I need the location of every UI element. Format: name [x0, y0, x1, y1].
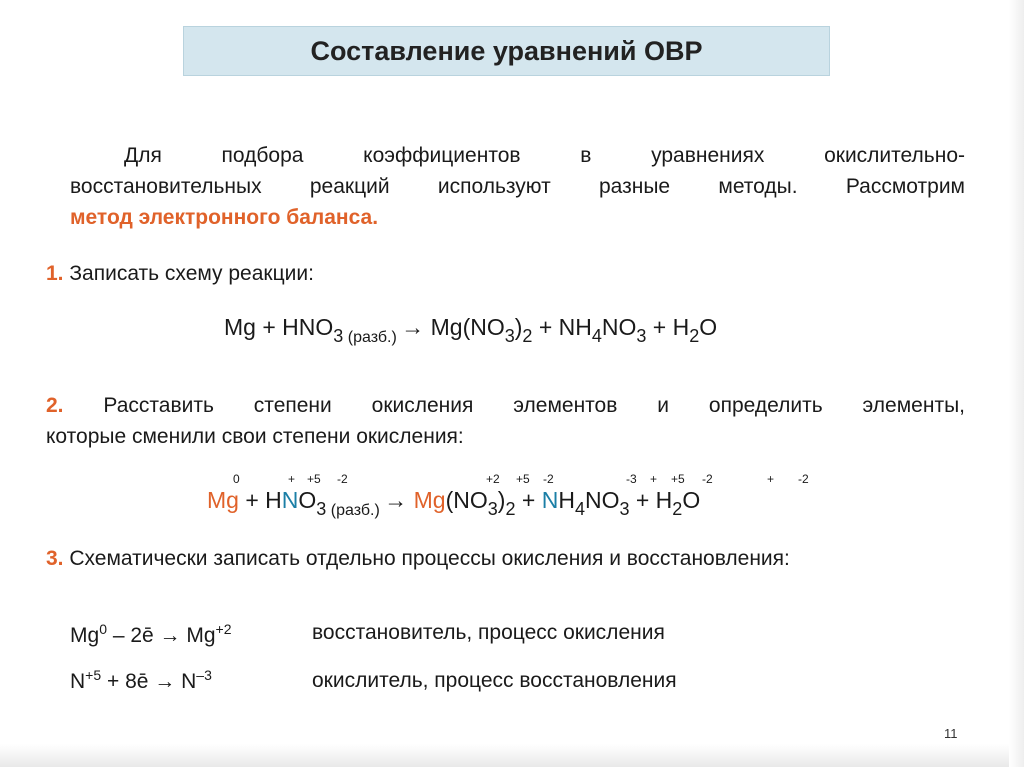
p1-mid: – 2ē → Mg [106, 624, 216, 647]
step-3-text: Схематически записать отдельно процессы окисления и восстановления: [63, 547, 790, 570]
eq1-arrow: → [401, 314, 425, 340]
reduction-description: окислитель, процесс восстановления [312, 669, 677, 692]
eq1-lhs: Mg + HNO [224, 314, 334, 340]
eq2-sub3c: 3 [619, 499, 630, 519]
step-1-number: 1. [46, 262, 64, 285]
ox-n-plus5: +5 [307, 472, 321, 486]
reaction-with-oxidation-states [207, 487, 700, 520]
oxidation-description: восстановитель, процесс окисления [312, 621, 665, 644]
eq1-close: ) [514, 314, 523, 340]
ox-n-plus5-b: +5 [516, 472, 530, 486]
eq2-mg2: Mg [407, 487, 446, 513]
step-3 [46, 543, 790, 574]
step-1 [46, 258, 314, 289]
slide-shadow-bottom [0, 744, 1024, 767]
eq2-sub3b: 3 [487, 499, 498, 519]
step-1-text: Записать схему реакции: [63, 262, 314, 285]
eq2-n2: N [541, 487, 559, 513]
ox-n-plus5-c: +5 [671, 472, 685, 486]
eq1-sub3: 3 [333, 326, 344, 346]
ox-o-minus2-b: -2 [543, 472, 554, 486]
oxidation-process [70, 621, 232, 648]
eq2-sub4: 4 [574, 499, 585, 519]
step-3-number: 3. [46, 547, 64, 570]
step-2 [46, 390, 965, 452]
eq2-close: ) [497, 487, 506, 513]
eq2-h3: + H [629, 487, 673, 513]
eq2-h: + H [238, 487, 282, 513]
ox-o-minus2-c: -2 [702, 472, 713, 486]
title-banner [183, 26, 830, 76]
p1-sup2: +2 [215, 621, 232, 637]
step-2-number: 2. [46, 394, 64, 417]
eq2-plus: + [515, 487, 542, 513]
eq2-no: (NO [445, 487, 488, 513]
slide-shadow-right [1009, 0, 1024, 767]
p2-mid: + 8ē → N [101, 670, 197, 693]
eq2-h2: H [558, 487, 575, 513]
eq2-n: N [281, 487, 299, 513]
ox-mg-plus2: +2 [486, 472, 500, 486]
eq2-sub2: 2 [505, 499, 516, 519]
ox-h-plus: + [288, 472, 296, 486]
eq2-sub3: 3 [316, 499, 327, 519]
eq2-mg: Mg [207, 487, 239, 513]
eq1-nh: + NH [532, 314, 592, 340]
p1-sup0: 0 [99, 621, 107, 637]
eq2-sub2b: 2 [672, 499, 683, 519]
eq1-no: NO [601, 314, 637, 340]
eq1-sub4: 4 [591, 326, 602, 346]
ox-n-minus3: -3 [626, 472, 637, 486]
intro-paragraph [70, 140, 965, 233]
intro-line-2: восстановительных реакций используют разные методы. Рассмотрим [70, 175, 965, 198]
eq1-sub3c: 3 [636, 326, 647, 346]
eq1-sub3b: 3 [504, 326, 515, 346]
p2-sup5: +5 [85, 667, 102, 683]
step-2-text-1: Расставить степени окисления элементов и определить элементы, [63, 394, 965, 417]
eq1-sub2: 2 [522, 326, 533, 346]
intro-line-1: Для подбора коэффициентов в уравнениях окислительно- [124, 144, 965, 167]
p2-sup3: –3 [196, 667, 212, 683]
ox-h-plus-b: + [650, 472, 658, 486]
reaction-scheme [224, 314, 717, 347]
reduction-process [70, 667, 212, 694]
eq1-sub2b: 2 [689, 326, 700, 346]
eq2-o: O [298, 487, 317, 513]
step-2-text-2: которые сменили свои степени окисления: [46, 425, 464, 448]
ox-o-minus2: -2 [337, 472, 348, 486]
p2-n: N [70, 670, 86, 693]
eq2-o2: O [682, 487, 701, 513]
eq2-arrow: → [384, 487, 408, 513]
eq1-dilute: (разб.) [343, 329, 402, 346]
eq2-no3: NO [584, 487, 620, 513]
page-number: 11 [944, 726, 958, 741]
ox-mg-0: 0 [233, 472, 240, 486]
eq1-mg: Mg(NO [424, 314, 505, 340]
ox-h-plus-c: + [767, 472, 775, 486]
p1-mg: Mg [70, 624, 100, 647]
method-name: метод электронного баланса. [70, 206, 379, 229]
eq1-o: O [699, 314, 718, 340]
page-title: Составление уравнений ОВР [310, 35, 703, 66]
ox-o-minus2-d: -2 [798, 472, 809, 486]
eq2-dilute: (разб.) [326, 502, 385, 519]
eq1-h: + H [646, 314, 690, 340]
